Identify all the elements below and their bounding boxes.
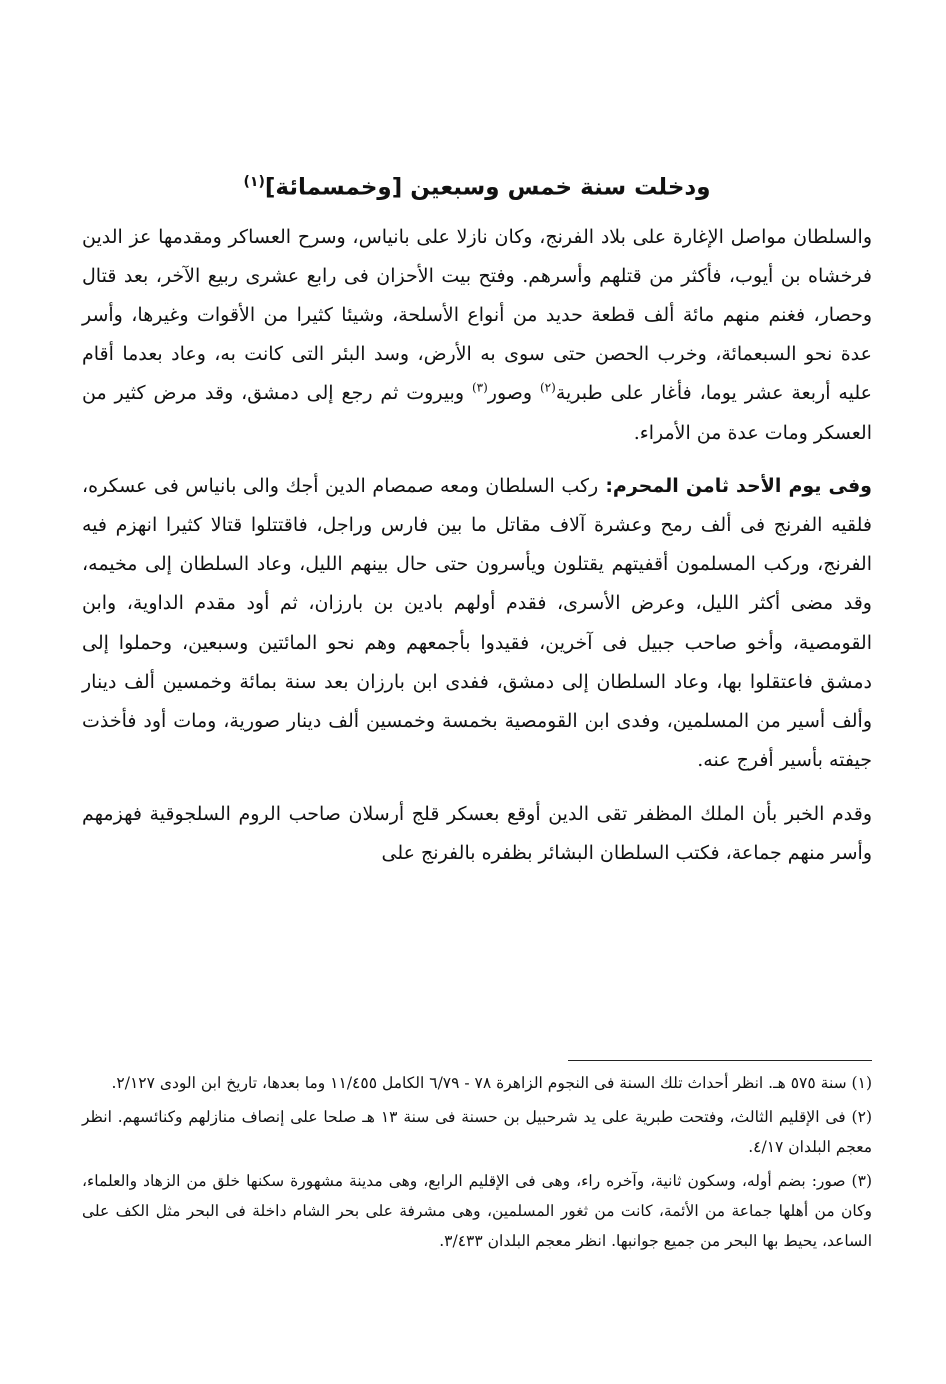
paragraph-3 — [82, 795, 872, 873]
footnote-3: (٣) صور: بضم أوله، وسكون ثانية، وآخره راء، وهى فى الإقليم الرابع، وهى مدينة مشهورة سكنها خلق من الزهاد والعلماء، وكان من أهلها جماعة من الأئمة، كانت من ثغور المسلمين، وهى مشرفة على بحر الشام داخلة فى البحر مثل الكف على الساعد، يحيط بها البحر من جميع جوانبها. انظر معجم البلدان ٣/٤٣٣. — [82, 1172, 872, 1250]
paragraph-1-tail: وبيروت ثم رجع إلى دمشق، وقد مرض كثير من العسكر ومات عدة من الأمراء. — [82, 382, 872, 444]
paragraph-2-text: ركب السلطان ومعه صمصام الدين أجك والى بانياس فى عسكره، فلقيه الفرنج فى ألف رمح وعشرة آلاف مقاتل ما بين فارس وراجل، فاقتتلوا قتالا كثيرا انهزم فيه الفرنج، وركب المسلمون أقفيتهم يقتلون ويأسرون حتى حال بينهم الليل، وعاد السلطان إلى مخيمه، وقد مضى أكثر الليل، وعرض الأسرى، فقدم أولهم بادين بن بارزان، ثم أود مقدم الداوية، وابن القومصية، وأخو صاحب جبيل فى آخرين، فقيدوا بأجمعهم وهم نحو المائتين وسبعين، وحملوا إلى دمشق فاعتقلوا بها، وعاد السلطان إلى دمشق، ففدى ابن بارزان بعد سنة بمائة وخمسين ألف دينار وألف أسير من المسلمين، وفدى ابن القومصية بخمسة وخمسين ألف دينار صورية، ومات أود فأخذت جيفته بأسير أفرج عنه. — [82, 474, 872, 772]
paragraph-1 — [82, 218, 872, 453]
heading-note-ref: (١) — [243, 174, 265, 190]
footnote-1: (١) سنة ٥٧٥ هـ. انظر أحداث تلك السنة فى النجوم الزاهرة ٧٨ - ٦/٧٩ الكامل ١١/٤٥٥ وما بعدها، تاريخ ابن الودى ٢/١٢٧. — [111, 1074, 872, 1092]
paragraph-1-mid: وصور — [487, 382, 540, 405]
paragraph-3-text: وقدم الخبر بأن الملك المظفر تقى الدين أوقع بعسكر قلج أرسلان صاحب الروم السلجوقية فهزمهم وأسر منهم جماعة، فكتب السلطان البشائر بظفره بالفرنج على — [82, 802, 872, 864]
paragraph-2 — [82, 467, 872, 781]
footnotes — [82, 1068, 872, 1260]
heading-text: ودخلت سنة خمس وسبعين [وخمسمائة] — [264, 174, 711, 201]
footnote-separator — [568, 1060, 872, 1061]
footnote-2: (٢) فى الإقليم الثالث، وفتحت طبرية على يد شرحبيل بن حسنة فى سنة ١٣ هـ صلحا على إنصاف منازلهم وكنائسهم. انظر معجم البلدان ٤/١٧. — [82, 1108, 872, 1156]
section-heading — [82, 160, 872, 210]
paragraph-1-text: والسلطان مواصل الإغارة على بلاد الفرنج، وكان نازلا على بانياس، وسرح العساكر ومقدمها عز الدين فرخشاه بن أيوب، فأكثر من قتلهم وأسرهم. وفتح بيت الأحزان فى رابع عشرى ربيع الآخر، بعد قتال وحصار، فغنم منهم مائة ألف قطعة حديد من أنواع الأسلحة، وشيئا كثيرا من الأقوات وغيرها، وأسر عدة نحو السبعمائة، وخرب الحصن حتى سوى به الأرض، وسد البئر التى كانت به، وعاد بعدما أقام عليه أربعة عشر يوما، فأغار على طبرية — [82, 225, 872, 405]
note-ref-3: (٣) — [471, 381, 488, 396]
note-ref-2: (٢) — [539, 381, 556, 396]
paragraph-2-lead: وفى يوم الأحد ثامن المحرم: — [598, 474, 872, 497]
page-body — [82, 160, 872, 887]
